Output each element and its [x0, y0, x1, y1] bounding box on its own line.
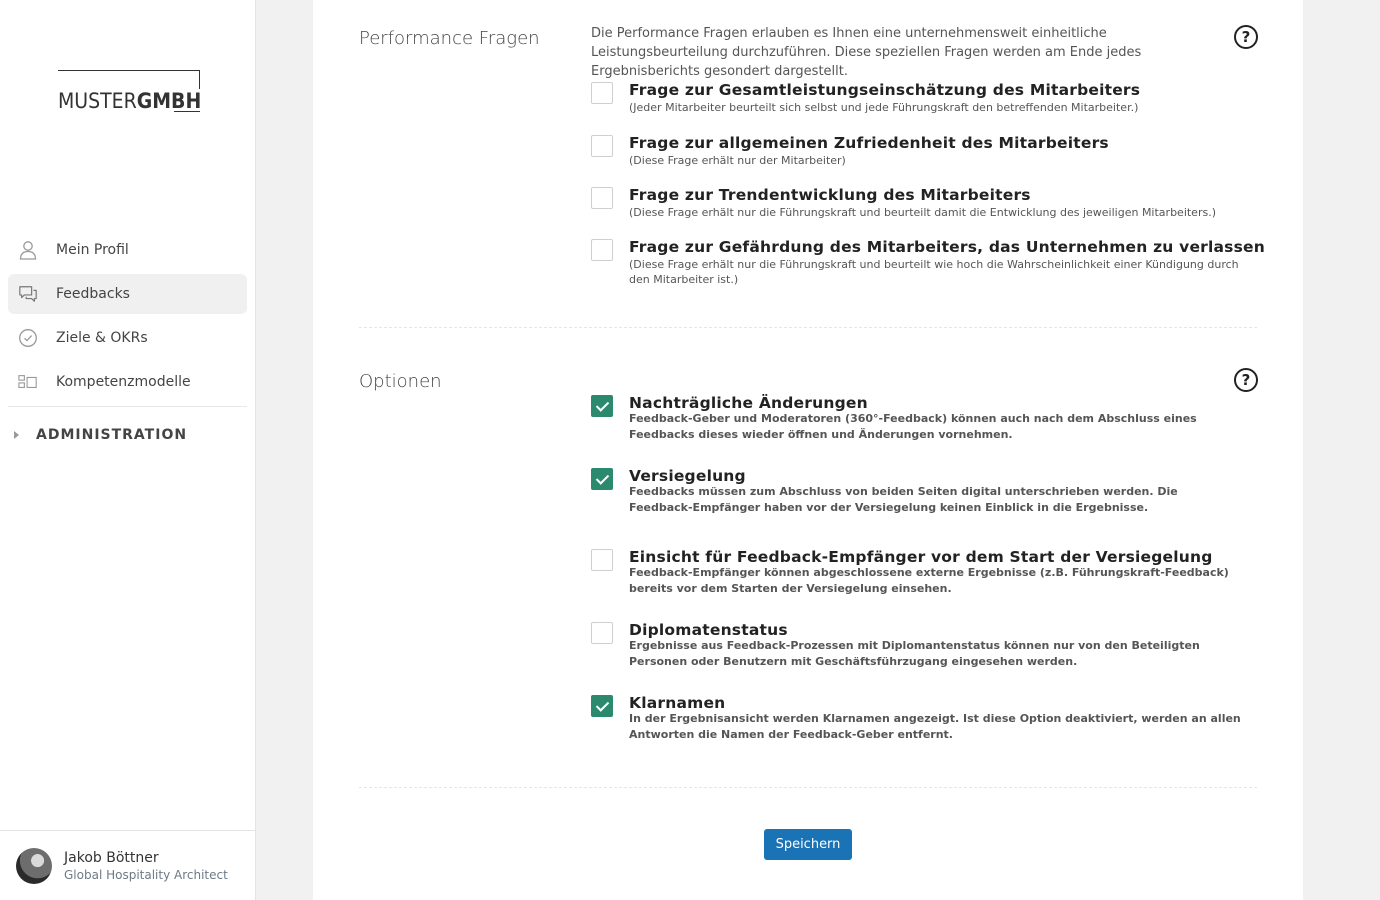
option-title: Frage zur allgemeinen Zufriedenheit des Mitarbeiters — [629, 134, 1109, 152]
blocks-icon — [18, 372, 38, 392]
option-title: Nachträgliche Änderungen — [629, 394, 868, 412]
option-title: Einsicht für Feedback-Empfänger vor dem Start der Versiegelung — [629, 548, 1213, 566]
option-title: Frage zur Trendentwicklung des Mitarbeiters — [629, 186, 1031, 204]
checkbox[interactable] — [591, 135, 613, 157]
sidebar — [0, 0, 256, 900]
chat-icon — [18, 284, 38, 304]
user-profile[interactable] — [0, 830, 255, 900]
option-title: Frage zur Gesamtleistungseinschätzung des Mitarbeiters — [629, 81, 1141, 99]
section-title-performance: Performance Fragen — [359, 28, 540, 49]
option-description: (Jeder Mitarbeiter beurteilt sich selbst und jede Führungskraft den betreffenden Mitarbeiter.) — [629, 101, 1139, 114]
logo-text-light: MUSTER — [58, 89, 137, 113]
checkbox[interactable] — [591, 395, 613, 417]
section-divider — [359, 327, 1257, 328]
option-description: (Diese Frage erhält nur die Führungskraft und beurteilt wie hoch die Wahrscheinlichkeit einer Kündigung durch den Mitarbeiter ist.) — [629, 258, 1239, 286]
admin-label: ADMINISTRATION — [36, 427, 188, 443]
company-logo[interactable] — [58, 70, 200, 112]
nav-label: Feedbacks — [56, 286, 130, 302]
avatar — [16, 848, 52, 884]
option-description: Feedback-Empfänger können abgeschlossene externe Ergebnisse (z.B. Führungskraft-Feedback) bereits vor dem Starten der Versiegelung einsehen. — [629, 566, 1229, 595]
checkbox[interactable] — [591, 695, 613, 717]
option-description: Ergebnisse aus Feedback-Prozessen mit Diplomantenstatus können nur von den Beteiligten Personen oder Benutzern mit Geschäftsführzugang eingesehen werden. — [629, 639, 1200, 668]
main-nav — [8, 230, 247, 463]
save-button[interactable]: Speichern — [764, 829, 852, 860]
nav-item-kompetenzmodelle[interactable] — [8, 362, 247, 402]
check-circle-icon — [18, 328, 38, 348]
user-icon — [18, 240, 38, 260]
main-content — [313, 0, 1303, 900]
option-title: Frage zur Gefährdung des Mitarbeiters, das Unternehmen zu verlassen — [629, 238, 1265, 256]
checkbox[interactable] — [591, 82, 613, 104]
option-description: (Diese Frage erhält nur der Mitarbeiter) — [629, 154, 846, 167]
nav-label: Kompetenzmodelle — [56, 374, 191, 390]
nav-item-administration[interactable] — [8, 407, 247, 463]
option-description: In der Ergebnisansicht werden Klarnamen angezeigt. Ist diese Option deaktiviert, werden an allen Antworten die Namen der Feedback-Geber entfernt. — [629, 712, 1241, 741]
option-description: (Diese Frage erhält nur die Führungskraft und beurteilt damit die Entwicklung des jeweiligen Mitarbeiters.) — [629, 206, 1216, 219]
help-icon[interactable]: ? — [1234, 368, 1258, 392]
nav-item-feedbacks[interactable] — [8, 274, 247, 314]
checkbox[interactable] — [591, 468, 613, 490]
caret-right-icon — [14, 431, 19, 439]
help-icon[interactable]: ? — [1234, 25, 1258, 49]
section-divider — [359, 787, 1257, 788]
nav-label: Ziele & OKRs — [56, 330, 148, 346]
user-name: Jakob Böttner — [64, 849, 159, 866]
nav-item-ziele-okrs[interactable] — [8, 318, 247, 358]
checkbox[interactable] — [591, 622, 613, 644]
option-description: Feedbacks müssen zum Abschluss von beiden Seiten digital unterschrieben werden. Die Feedback-Empfänger haben vor der Versiegelung keinen Einblick in die Ergebnisse. — [629, 485, 1178, 514]
option-description: Feedback-Geber und Moderatoren (360°-Feedback) können auch nach dem Abschluss eines Feedbacks dieses wieder öffnen und Änderungen vornehmen. — [629, 412, 1197, 441]
nav-item-mein-profil[interactable] — [8, 230, 247, 270]
logo-text-bold: GMBH — [136, 89, 202, 113]
checkbox[interactable] — [591, 239, 613, 261]
checkbox[interactable] — [591, 549, 613, 571]
user-role: Global Hospitality Architect — [64, 867, 228, 882]
performance-intro: Die Performance Fragen erlauben es Ihnen eine unternehmensweit einheitliche Leistungsbeurteilung durchzuführen. Diese speziellen Fragen werden am Ende jedes Ergebnisberichts gesondert dargestellt. — [591, 26, 1142, 79]
checkbox[interactable] — [591, 187, 613, 209]
section-title-options: Optionen — [359, 371, 442, 392]
option-title: Versiegelung — [629, 467, 746, 485]
option-title: Diplomatenstatus — [629, 621, 788, 639]
nav-label: Mein Profil — [56, 242, 129, 258]
option-title: Klarnamen — [629, 694, 726, 712]
